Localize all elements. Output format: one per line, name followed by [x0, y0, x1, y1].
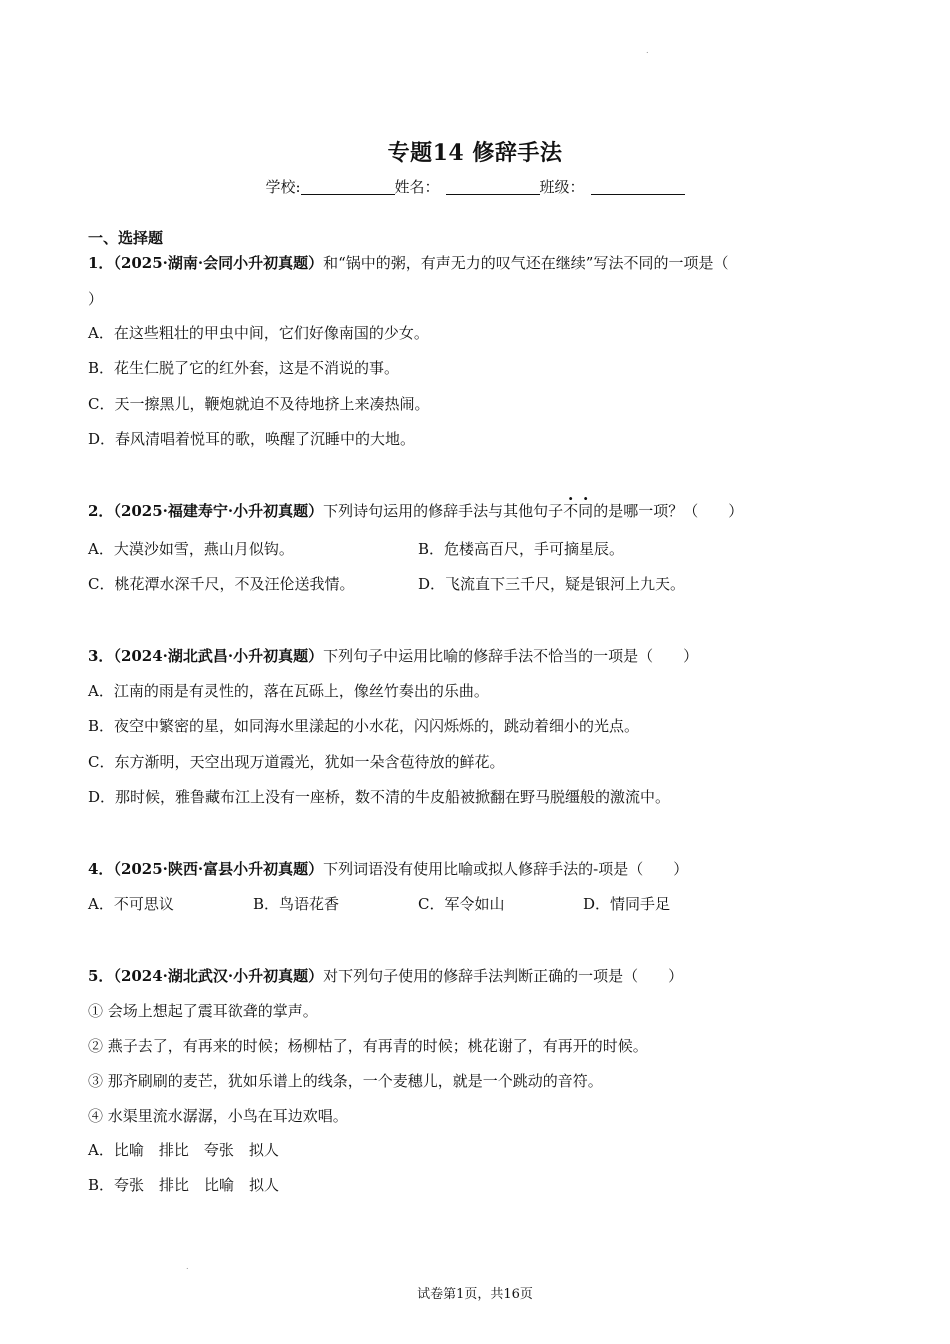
- corner-mark: .: [646, 46, 649, 55]
- class-blank[interactable]: [591, 180, 685, 195]
- options-row: [88, 893, 868, 915]
- option-c: C．天一擦黑儿，鞭炮就迫不及待地挤上来凑热闹。: [88, 395, 430, 413]
- question-number: 1．: [88, 254, 114, 272]
- question-number: 5．: [88, 967, 114, 985]
- options-row-2: [88, 573, 868, 595]
- question-source: （2024·湖北武汉·小升初真题）: [113, 967, 324, 985]
- option-d: D．飞流直下三千尺，疑是银河上九天。: [418, 575, 686, 593]
- option-b: B．夸张 排比 比喻 拟人: [88, 1176, 280, 1194]
- option-c: C．桃花潭水深千尺，不及汪伦送我情。: [88, 575, 355, 593]
- student-info-line: [0, 176, 950, 197]
- option-d: D．春风清唱着悦耳的歌，唤醒了沉睡中的大地。: [88, 430, 416, 448]
- question-source: （2025·湖南·会同小升初真题）: [113, 254, 324, 272]
- sentence-3: ③ 那齐刷刷的麦芒，犹如乐谱上的线条，一个麦穗儿，就是一个跳动的音符。: [88, 1072, 603, 1090]
- option-a: A．不可思议: [88, 895, 174, 913]
- question-number: 3．: [88, 647, 114, 665]
- question-text: 下列诗句运用的修辞手法与其他句子: [323, 502, 564, 520]
- question-source: （2025·福建寿宁·小升初真题）: [113, 502, 324, 520]
- question-text: 和“锅中的粥，有声无力的叹气还在继续”写法不同的一项是（: [323, 254, 729, 272]
- emphasized-char: 同: [578, 502, 594, 520]
- question-5-stem: [88, 965, 683, 987]
- question-2-stem: [88, 500, 743, 522]
- corner-mark: .: [186, 1262, 189, 1271]
- page-title: 专题14 修辞手法: [387, 140, 563, 166]
- options-row-1: [88, 538, 868, 560]
- emphasized-char: 不: [563, 502, 579, 520]
- name-label: 姓名：: [394, 178, 440, 196]
- option-b: B．危楼高百尺，手可摘星辰。: [418, 540, 625, 558]
- sentence-4: ④ 水渠里流水潺潺，小鸟在耳边欢唱。: [88, 1107, 348, 1125]
- school-blank[interactable]: [301, 180, 395, 195]
- question-text: 对下列句子使用的修辞手法判断正确的一项是（ ）: [323, 967, 684, 985]
- option-b: B．鸟语花香: [253, 895, 340, 913]
- question-number: 4．: [88, 860, 114, 878]
- name-blank[interactable]: [446, 180, 540, 195]
- question-source: （2025·陕西·富县小升初真题）: [113, 860, 324, 878]
- section-heading: 一、选择题: [88, 229, 164, 247]
- class-label: 班级：: [539, 178, 585, 196]
- school-label: 学校:: [265, 178, 301, 196]
- sentence-1: ① 会场上想起了震耳欲聋的掌声。: [88, 1002, 318, 1020]
- question-1-stem: [88, 252, 728, 274]
- option-a: A．比喻 排比 夸张 拟人: [88, 1141, 279, 1159]
- question-1-stem-end: ）: [88, 290, 104, 308]
- question-text: 下列词语没有使用比喻或拟人修辞手法的-项是（ ）: [323, 860, 689, 878]
- option-d: D．那时候，雅鲁藏布江上没有一座桥，数不清的牛皮船被掀翻在野马脱缰般的激流中。: [88, 788, 671, 806]
- option-c: C．东方渐明，天空出现万道霞光，犹如一朵含苞待放的鲜花。: [88, 753, 505, 771]
- option-a: A．江南的雨是有灵性的，落在瓦砾上，像丝竹奏出的乐曲。: [88, 682, 489, 700]
- question-3-stem: [88, 645, 698, 667]
- option-a: A．大漠沙如雪，燕山月似钩。: [88, 540, 294, 558]
- option-b: B．夜空中繁密的星，如同海水里漾起的小水花，闪闪烁烁的，跳动着细小的光点。: [88, 717, 640, 735]
- option-d: D．情同手足: [583, 895, 671, 913]
- sentence-2: ② 燕子去了，有再来的时候；杨柳枯了，有再青的时候；桃花谢了，有再开的时候。: [88, 1037, 648, 1055]
- option-b: B．花生仁脱了它的红外套，这是不消说的事。: [88, 359, 400, 377]
- question-number: 2．: [88, 502, 114, 520]
- question-text: 下列句子中运用比喻的修辞手法不恰当的一项是（ ）: [323, 647, 699, 665]
- question-source: （2024·湖北武昌·小升初真题）: [113, 647, 324, 665]
- question-4-stem: [88, 858, 688, 880]
- question-text: 的是哪一项？（ ）: [593, 502, 744, 520]
- page-footer: 试卷第1页，共16页: [417, 1287, 533, 1302]
- option-c: C．军令如山: [418, 895, 505, 913]
- option-a: A．在这些粗壮的甲虫中间，它们好像南国的少女。: [88, 324, 429, 342]
